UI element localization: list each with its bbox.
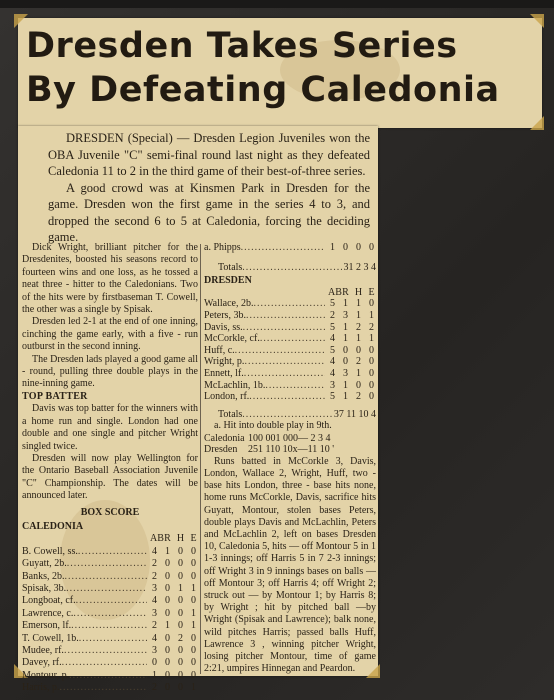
box-row (204, 310, 376, 322)
stat-header: AB (150, 533, 164, 545)
stat-cell: 0 (191, 632, 196, 644)
box-row (22, 583, 198, 595)
stat-cell: 2 (356, 321, 361, 333)
player-name: Wallace, 2b. (204, 298, 254, 310)
stat-cell: 1 (343, 379, 348, 391)
player-name: T. Cowell, 1b. (22, 632, 79, 644)
player-name: Peters, 3b. (204, 309, 246, 321)
leader-dots (244, 368, 325, 380)
stat-cell: 2 (152, 570, 157, 582)
stat-header: H (354, 286, 363, 298)
stat-cell: 0 (356, 379, 361, 391)
stat-cell: 2 (178, 632, 183, 644)
player-name: Ennett, lf. (204, 367, 244, 379)
stat-cell: 0 (178, 545, 183, 557)
stat-cell: 4 (152, 545, 157, 557)
linescore-row (204, 433, 376, 445)
stat-header: R (164, 533, 171, 545)
player-name: Spisak, 3b. (22, 582, 67, 594)
player-name: Wright, p. (204, 356, 245, 368)
stat-cell: 0 (343, 242, 348, 253)
leader-dots (253, 298, 325, 310)
leader-dots (241, 242, 325, 254)
player-name: McCorkle, cf. (204, 333, 260, 345)
team-label: CALEDONIA (22, 520, 84, 532)
leader-dots (62, 657, 147, 669)
stat-cell: 0 (369, 379, 374, 391)
leader-dots (67, 558, 147, 570)
totals-label: Totals (218, 261, 243, 273)
body-paragraph: Dresden led 2-1 at the end of one inning, cinching the game early, with a five - run outburst in the second inning. (22, 316, 198, 353)
stat-cell: 0 (165, 570, 170, 582)
stat-cell: 0 (165, 645, 170, 656)
stat-cell: 3 (152, 607, 157, 619)
player-name: London, rf. (204, 391, 250, 403)
team-label: DRESDEN (204, 275, 252, 287)
stat-cell: 0 (152, 657, 157, 669)
stat-cell: 3 (343, 309, 348, 321)
stat-cell: 0 (165, 669, 170, 681)
box-row (22, 682, 198, 694)
player-name: Mudee, rf. (22, 645, 64, 656)
headline-line-1: Dresden Takes Series (26, 26, 458, 66)
stat-cell: 1 (369, 309, 374, 321)
stat-cell: 4 (152, 595, 157, 607)
stat-cell: 0 (343, 344, 348, 356)
stat-cell: 5 (330, 298, 335, 310)
stat-cell: 1 (152, 669, 157, 681)
body-paragraph: Davis was top batter for the winners with a home run and single. London had one double and one single and pitcher Wright singled twice. (22, 403, 198, 452)
stat-cell: 0 (369, 391, 374, 403)
stat-cell: 1 (191, 620, 196, 632)
linescore-team: Caledonia (204, 432, 245, 444)
headline-line-2: By Defeating Caledonia (26, 70, 500, 110)
stat-header: H (176, 533, 185, 545)
totals-row (204, 262, 376, 274)
stat-cell: 0 (165, 682, 170, 694)
stat-cell: 0 (178, 682, 183, 694)
stat-header: R (342, 286, 349, 298)
leader-dots (78, 546, 147, 558)
player-name: Lawrence, c. (22, 607, 74, 619)
leader-dots (235, 345, 325, 357)
stat-cell: 1 (165, 620, 170, 632)
stat-cell: 0 (191, 645, 196, 656)
stat-cell: 2 (330, 309, 335, 321)
leader-dots (260, 333, 325, 345)
leader-dots (249, 391, 325, 403)
game-summary (204, 420, 376, 675)
totals-row (204, 409, 376, 421)
box-row (204, 356, 376, 368)
stat-cell: 0 (178, 558, 183, 570)
box-row (22, 595, 198, 607)
stat-header-row (22, 533, 198, 545)
box-row (22, 657, 198, 669)
stat-cell: 0 (191, 570, 196, 582)
stat-cell: 0 (191, 669, 196, 681)
stat-cell: 0 (178, 657, 183, 669)
stat-cell: 0 (356, 344, 361, 356)
stat-cell: 0 (369, 344, 374, 356)
linescore-innings: 251 110 10x—11 10 ' (248, 444, 335, 456)
leader-dots (243, 322, 325, 334)
stat-cell: 5 (330, 391, 335, 403)
column-rule (200, 244, 201, 674)
box-row (22, 546, 198, 558)
player-name: Harris, p. (22, 682, 60, 694)
leader-dots (246, 310, 325, 322)
stat-cell: 0 (191, 595, 196, 607)
dresden-box-rows (204, 298, 376, 402)
lead-paragraphs (48, 130, 370, 246)
stat-cell: 0 (369, 242, 374, 253)
player-name: Banks, 2b. (22, 570, 65, 582)
stat-cell: 1 (343, 321, 348, 333)
box-row (204, 322, 376, 334)
stat-cell: 0 (165, 558, 170, 570)
stat-cell: 0 (178, 645, 183, 656)
box-row (204, 391, 376, 403)
stat-cell: 1 (343, 391, 348, 403)
stat-cell: 3 (152, 645, 157, 656)
stat-cell: 0 (178, 620, 183, 632)
linescore-team: Dresden (204, 444, 238, 456)
stat-cell: 0 (369, 356, 374, 368)
stat-cell: 1 (191, 682, 196, 694)
stat-cell: 0 (178, 669, 183, 681)
stat-cell: 2 (356, 356, 361, 368)
stat-cell: 0 (165, 657, 170, 669)
leader-dots (265, 380, 325, 392)
linescore-row (204, 444, 376, 456)
player-name: B. Cowell, ss. (22, 545, 78, 557)
leader-dots (69, 670, 147, 682)
subheading: TOP BATTER (22, 390, 88, 402)
stat-cell: 2 (356, 391, 361, 403)
box-row (22, 645, 198, 657)
stat-cell: 0 (178, 607, 183, 619)
stat-cell: 1 (356, 309, 361, 321)
stat-cell: 0 (343, 356, 348, 368)
stat-header: E (368, 286, 375, 298)
leader-dots (71, 620, 147, 632)
leader-dots (242, 409, 332, 421)
stat-cell: 0 (178, 570, 183, 582)
stat-cell: 5 (330, 321, 335, 333)
stat-cell: 3 (330, 379, 335, 391)
leader-dots (244, 356, 325, 368)
stat-cell: 0 (191, 657, 196, 669)
box-row (204, 368, 376, 380)
box-row (22, 608, 198, 620)
stat-cell: 4 (330, 333, 335, 345)
stat-cell: 1 (165, 545, 170, 557)
box-row (22, 633, 198, 645)
summary-paragraph: Runs batted in McCorkle 3, Davis, London, Wallace 2, Wright, Huff, two - base hits London, three - base hits none, home runs McCorkle, Davis, sacrifice hits Guyatt, Montour, stolen bases Peters, double plays Davis and McLachlin, Peters and McLachlin 2, left on bases Dresden 10, Caledonia 5, hits — off Montour 5 in 1 1-3 innings; off Harris 5 in 7 2-3 innings; off Wright 3 in 9 innings bases on balls — off Montour 3; off Harris 4; off Wright 2; struck out — by Montour 1; by Harris 8; by Wright ; hit by pitched ball —by Wright (Spisak and Lawrence); balk none, wild pitches Harris; passed balls Huff, Lawrence 3 , winning pitcher Wright, losing pitcher Montour, time of game 2:21, umpires Hinnegan and Peardon. (204, 455, 376, 675)
stat-cell: 4 (330, 367, 335, 379)
stat-cell: 0 (369, 298, 374, 310)
stat-cell: 0 (191, 545, 196, 557)
body-paragraph: Dick Wright, brilliant pitcher for the Dresdenites, boosted his seasons record to fourteen wins and one loss, as he tossed a neat three - hitter to the Caledonians. Two of the hits were by firstbaseman T. Cowell, the other was a single by Spisak. (22, 242, 198, 316)
player-name: Longboat, cf. (22, 595, 76, 607)
lead-paragraph: A good crowd was at Kinsmen Park in Dresden for the game. Dresden won the first game in the series 4 to 3, and dropped the second 6 to 5 at Caledonia, forcing the deciding game. (48, 180, 370, 244)
box-row (204, 298, 376, 310)
stat-cell: 0 (369, 367, 374, 379)
stat-header-row (204, 287, 376, 299)
totals-value: 37 11 10 4 (333, 408, 376, 420)
stat-cell: 0 (165, 582, 170, 594)
player-name: Huff, c. (204, 344, 235, 356)
stat-cell: 0 (165, 595, 170, 607)
leader-dots (79, 633, 147, 645)
stat-cell: 2 (152, 558, 157, 570)
leader-dots (60, 682, 148, 694)
player-name: Davis, ss. (204, 321, 243, 333)
leader-dots (73, 608, 147, 620)
box-row (204, 380, 376, 392)
stat-cell: 2 (152, 620, 157, 632)
leader-dots (242, 262, 341, 274)
right-column (204, 242, 376, 675)
box-row (204, 242, 376, 254)
stat-cell: 1 (343, 298, 348, 310)
stat-cell: 3 (343, 367, 348, 379)
footnote: a. Hit into double play in 9th. (214, 420, 332, 432)
stat-cell: 1 (356, 298, 361, 310)
box-row (204, 333, 376, 345)
stat-cell: 1 (191, 607, 196, 619)
player-name: McLachlin, 1b. (204, 379, 266, 391)
box-row (22, 670, 198, 682)
stat-cell: 0 (165, 632, 170, 644)
box-row (204, 345, 376, 357)
left-column (22, 242, 198, 695)
stat-cell: 2 (152, 682, 157, 694)
player-name: a. Phipps (204, 242, 241, 253)
stat-cell: 1 (178, 582, 183, 594)
headline (26, 24, 540, 112)
box-row (22, 571, 198, 583)
stat-cell: 1 (191, 582, 196, 594)
stat-cell: 5 (330, 344, 335, 356)
leader-dots (64, 645, 147, 657)
stat-cell: 1 (343, 333, 348, 345)
body-paragraph: The Dresden lads played a good game all - round, pulling three double plays in the nine-inning game. (22, 353, 198, 390)
player-name: Guyatt, 2b. (22, 558, 67, 570)
lead-paragraph: DRESDEN (Special) — Dresden Legion Juveniles won the OBA Juvenile "C" semi-final round last night as they defeated Caledonia 11 to 2 in the third game of their best-of-three series. (48, 131, 370, 178)
player-name: Davey, rf. (22, 657, 62, 669)
stat-cell: 4 (152, 632, 157, 644)
stat-cell: 4 (330, 356, 335, 368)
box-score-title: BOX SCORE (80, 506, 140, 518)
stat-cell: 1 (330, 242, 335, 253)
stat-cell: 1 (356, 367, 361, 379)
stat-cell: 3 (152, 582, 157, 594)
body-paragraph: Dresden will now play Wellington for the Ontario Baseball Association Juvenile "C" Championship. The dates will be announced later. (22, 452, 198, 502)
album-top-edge (0, 0, 554, 8)
totals-label: Totals (218, 408, 243, 420)
stat-cell: 0 (165, 607, 170, 619)
stat-cell: 0 (191, 558, 196, 570)
stat-cell: 1 (356, 333, 361, 345)
linescore-innings: 100 001 000— 2 3 4 (248, 432, 331, 444)
stat-header: E (190, 533, 197, 545)
leader-dots (66, 583, 147, 595)
player-name: Montour, p. (22, 669, 70, 681)
totals-value: 31 2 3 4 (343, 261, 376, 273)
stat-cell: 2 (369, 321, 374, 333)
player-name: Emerson, lf. (22, 620, 72, 632)
stat-cell: 0 (356, 242, 361, 253)
leader-dots (65, 571, 148, 583)
leader-dots (76, 595, 147, 607)
stat-cell: 0 (178, 595, 183, 607)
box-row (22, 620, 198, 632)
stat-cell: 1 (369, 333, 374, 345)
caledonia-box-rows (22, 546, 198, 695)
stat-header: AB (328, 286, 342, 298)
box-row (22, 558, 198, 570)
